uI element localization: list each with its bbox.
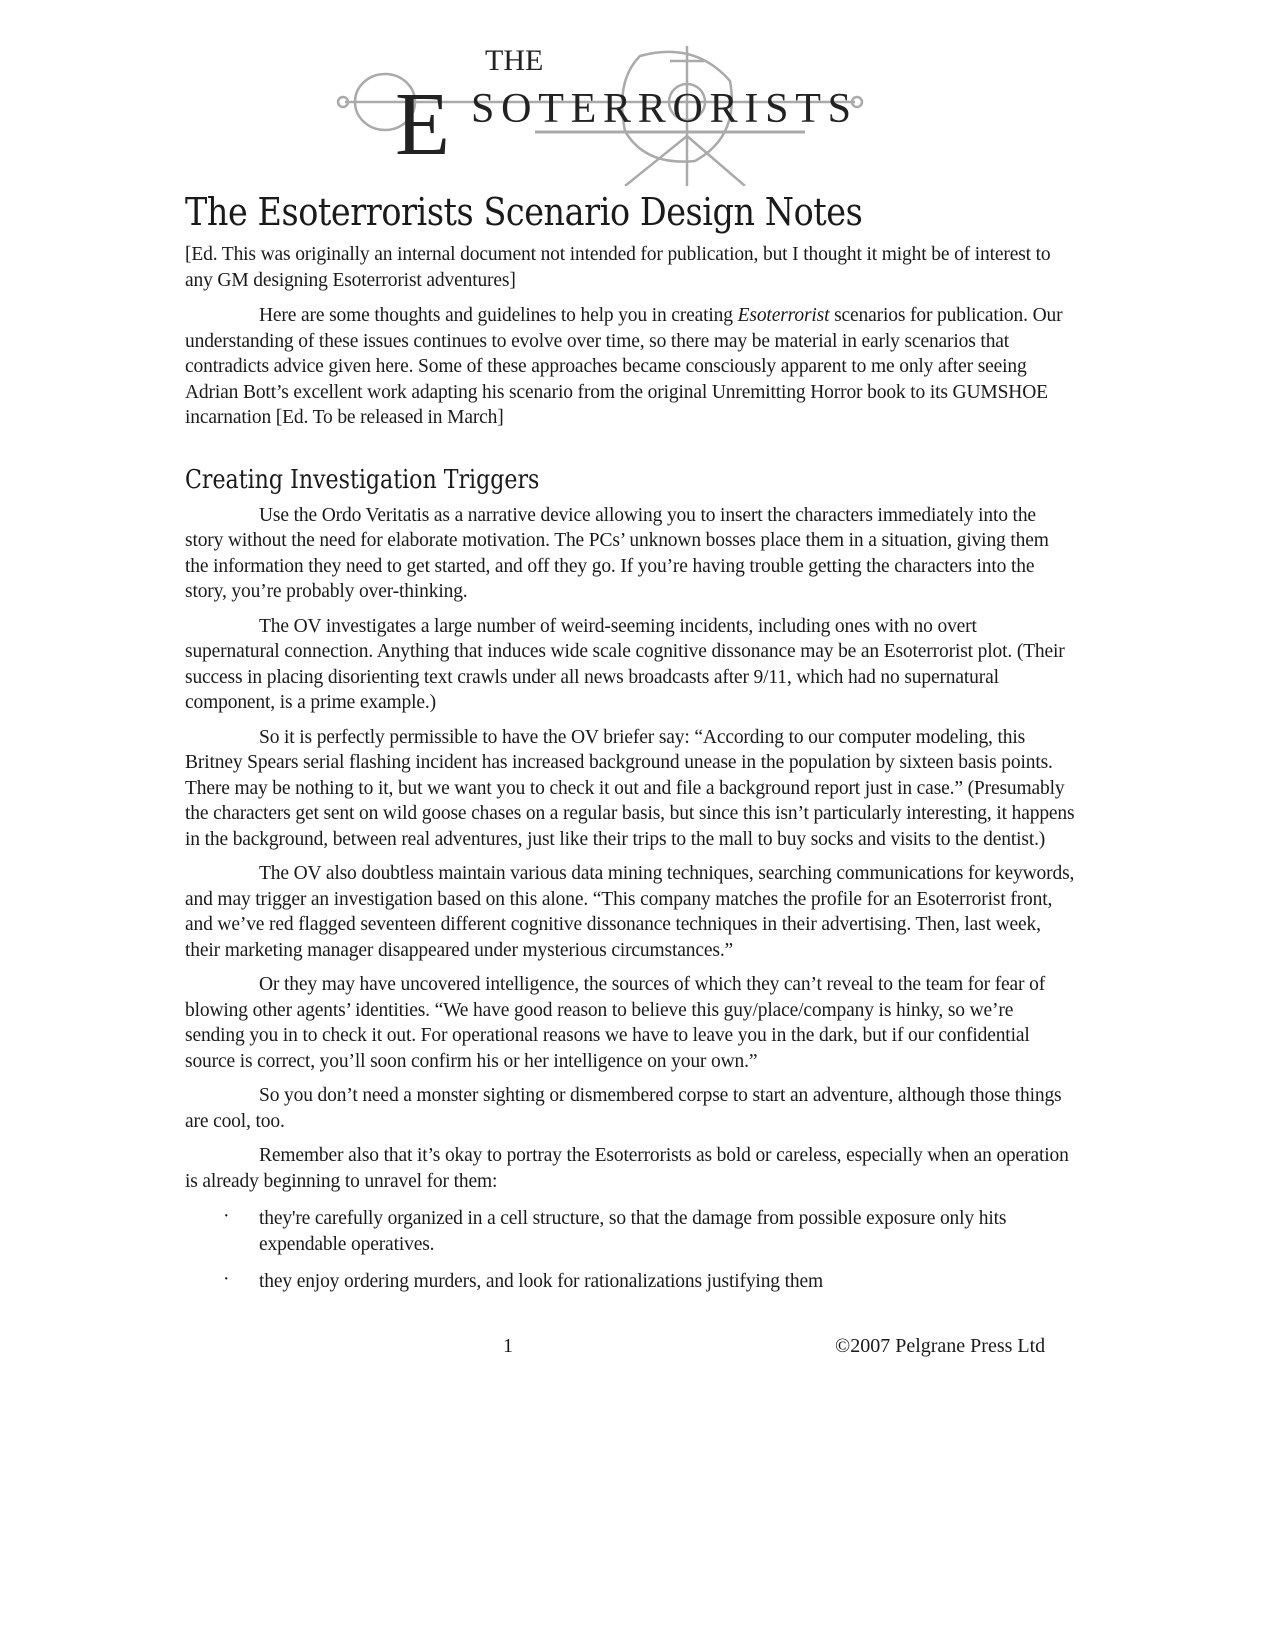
page-title: The Esoterrorists Scenario Design Notes: [185, 190, 863, 234]
intro-text: Here are some thoughts and guidelines to help you in creating: [259, 305, 738, 326]
logo-emblem-icon: [335, 36, 895, 186]
bullet-icon: ·: [223, 1269, 230, 1290]
section-heading: Creating Investigation Triggers: [185, 464, 540, 495]
paragraph: So you don’t need a monster sighting or dismembered corpse to start an adventure, although those things are cool, too.: [185, 1085, 1062, 1132]
paragraph: Remember also that it’s okay to portray the Esoterrorists as bold or careless, especially when an operation is already beginning to unravel for them:: [185, 1145, 1069, 1192]
intro-section: [185, 242, 1075, 431]
intro-text: scenarios for publication. Our understanding of these issues continues to evolve over time, so there may be material in early scenarios that contradicts advice given here. Some of these approaches became consciously apparent to me only after seeing Adrian Bott’s excellent work adapting his scenario from the original Unremitting Horror book to its GUMSHOE incarnation [Ed. To be released in March]: [185, 305, 1063, 428]
bullet-icon: ·: [223, 1206, 230, 1227]
section-body: [185, 503, 1075, 1295]
page-footer: [185, 1335, 1075, 1361]
list-item-text: they're carefully organized in a cell structure, so that the damage from possible exposure only hits expendable operatives.: [259, 1208, 1007, 1255]
copyright: ©2007 Pelgrane Press Ltd: [835, 1334, 1046, 1357]
editor-note: [Ed. This was originally an internal document not intended for publication, but I thought it might be of interest to any GM designing Esoterrorist adventures]: [185, 244, 1051, 291]
page-number: 1: [503, 1334, 513, 1357]
intro-emphasis: Esoterrorist: [737, 305, 830, 326]
paragraph: The OV investigates a large number of weird-seeming incidents, including ones with no overt supernatural connection. Anything that induces wide scale cognitive dissonance may be an Esoterrorist plot. (Their success in placing disorienting text crawls under all news broadcasts after 9/11, which had no supernatural component, is a prime example.): [185, 615, 1065, 713]
intro-paragraph: [185, 303, 1075, 431]
logo-initial: E: [395, 75, 450, 174]
paragraph: Or they may have uncovered intelligence, the sources of which they can’t reveal to the team for fear of blowing other agents’ identities. “We have good reason to believe this guy/place/company is hinky, so we’re sending you in to check it out. For operational reasons we have to leave you in the dark, but if our confidential source is correct, you’ll soon confirm his or her intelligence on your own.”: [185, 974, 1046, 1072]
esoterrorists-logo: [335, 36, 895, 186]
list-item: [185, 1206, 1075, 1257]
paragraph: Use the Ordo Veritatis as a narrative device allowing you to insert the characters immediately into the story without the need for elaborate motivation. The PCs’ unknown bosses place them in a situation, giving them the information they need to get started, and off they go. If you’re having trouble getting the characters into the story, you’re probably over-thinking.: [185, 504, 1049, 602]
bullet-list: [185, 1206, 1075, 1295]
logo-rest: SOTERRORISTS: [471, 86, 851, 132]
logo-the: THE: [485, 44, 544, 77]
list-item-text: they enjoy ordering murders, and look for rationalizations justifying them: [259, 1271, 824, 1292]
paragraph: So it is perfectly permissible to have the OV briefer say: “According to our computer modeling, this Britney Spears serial flashing incident has increased background unease in the population by sixteen basis points. There may be nothing to it, but we want you to check it out and file a background report just in case.” (Presumably the characters get sent on wild goose chases on a regular basis, but since this isn’t particularly interesting, it happens in the background, between real adventures, just like their trips to the mall to buy socks and visits to the dentist.): [185, 726, 1075, 850]
paragraph: The OV also doubtless maintain various data mining techniques, searching communications for keywords, and may trigger an investigation based on this alone. “This company matches the profile for an Esoterrorist front, and we’ve red flagged seventeen different cognitive dissonance techniques in their advertising. Then, last week, their marketing manager disappeared under mysterious circumstances.”: [185, 863, 1075, 961]
list-item: [185, 1269, 1075, 1295]
